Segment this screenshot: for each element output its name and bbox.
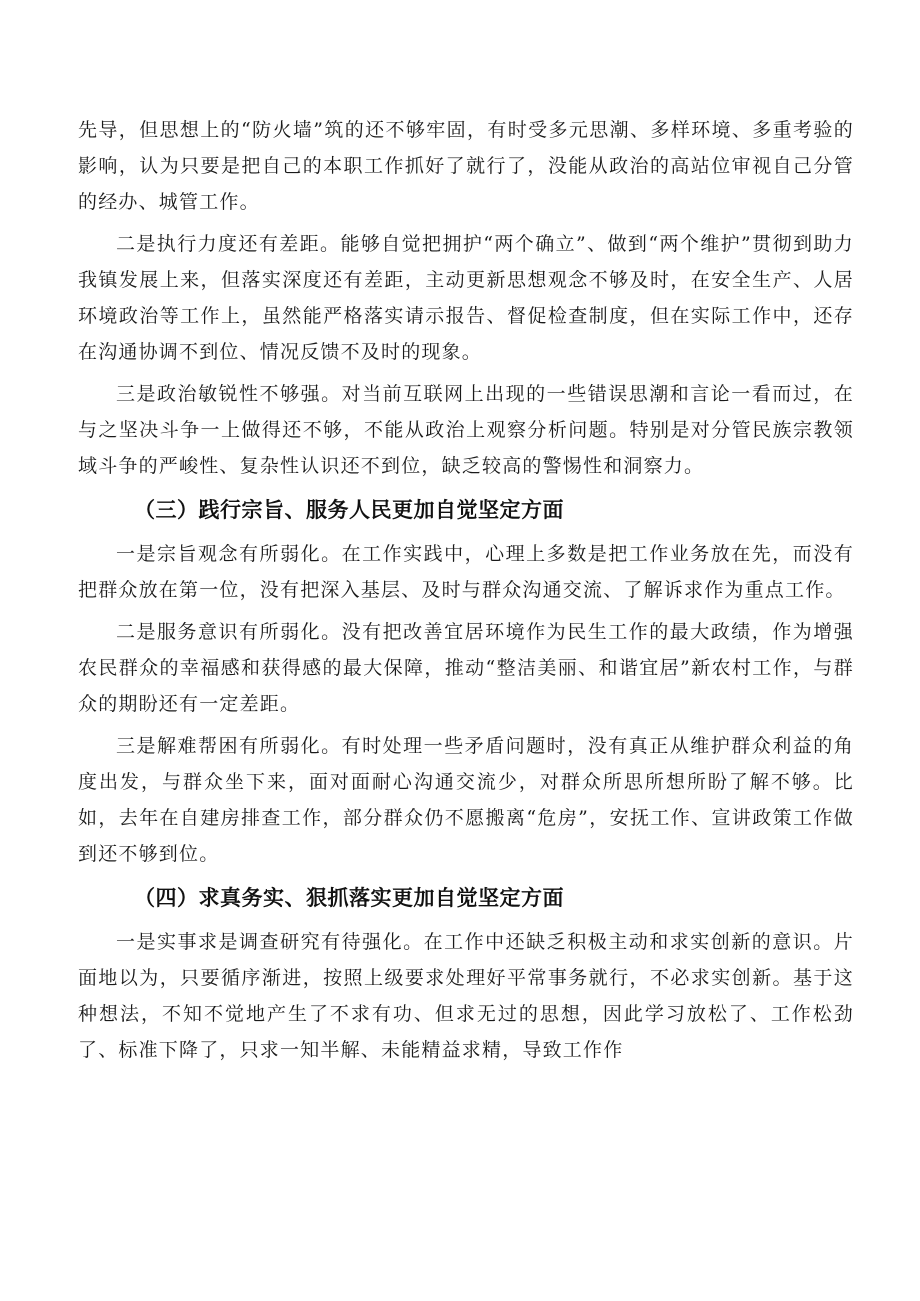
document-page: [78, 112, 854, 1074]
paragraph-service: 二是服务意识有所弱化。没有把改善宜居环境作为民生工作的最大政绩，作为增强农民群众的幸福感和获得感的最大保障，推动“整洁美丽、和谐宜居”新农村工作，与群众的期盼还有一定差距。: [78, 621, 854, 715]
paragraph-execution: 二是执行力度还有差距。能够自觉把拥护“两个确立”、做到“两个维护”贯彻到助力我镇发展上来，但落实深度还有差距，主动更新思想观念不够及时，在安全生产、人居环境政治等工作上，虽然能严格落实请示报告、督促检查制度，但在实际工作中，还存在沟通协调不到位、情况反馈不及时的现象。: [78, 233, 854, 363]
section-heading-4: （四）求真务实、狠抓落实更加自觉坚定方面: [134, 886, 564, 910]
paragraph-continuation: 先导，但思想上的“防火墙”筑的还不够牢固，有时受多元思潮、多样环境、多重考验的影响，认为只要是把自己的本职工作抓好了就行了，没能从政治的高站位审视自己分管的经办、城管工作。: [78, 119, 854, 213]
paragraph-purpose: 一是宗旨观念有所弱化。在工作实践中，心理上多数是把工作业务放在先，而没有把群众放在第一位，没有把深入基层、及时与群众沟通交流、了解诉求作为重点工作。: [78, 543, 854, 601]
section-heading-3: （三）践行宗旨、服务人民更加自觉坚定方面: [134, 498, 564, 522]
paragraph-difficulty: 三是解难帮困有所弱化。有时处理一些矛盾问题时，没有真正从维护群众利益的角度出发，与群众坐下来，面对面耐心沟通交流少，对群众所思所想所盼了解不够。比如，去年在自建房排查工作，部分群众仍不愿搬离“危房”，安抚工作、宣讲政策工作做到还不够到位。: [78, 735, 854, 865]
paragraph-political-sensitivity: 三是政治敏锐性不够强。对当前互联网上出现的一些错误思潮和言论一看而过，在与之坚决斗争一上做得还不够，不能从政治上观察分析问题。特别是对分管民族宗教领域斗争的严峻性、复杂性认识还不到位，缺乏较高的警惕性和洞察力。: [78, 383, 854, 477]
paragraph-research: 一是实事求是调查研究有待强化。在工作中还缺乏积极主动和求实创新的意识。片面地以为，只要循序渐进，按照上级要求处理好平常事务就行，不必求实创新。基于这种想法，不知不觉地产生了不求有功、但求无过的思想，因此学习放松了、工作松劲了、标准下降了，只求一知半解、未能精益求精，导致工作作: [78, 931, 854, 1061]
